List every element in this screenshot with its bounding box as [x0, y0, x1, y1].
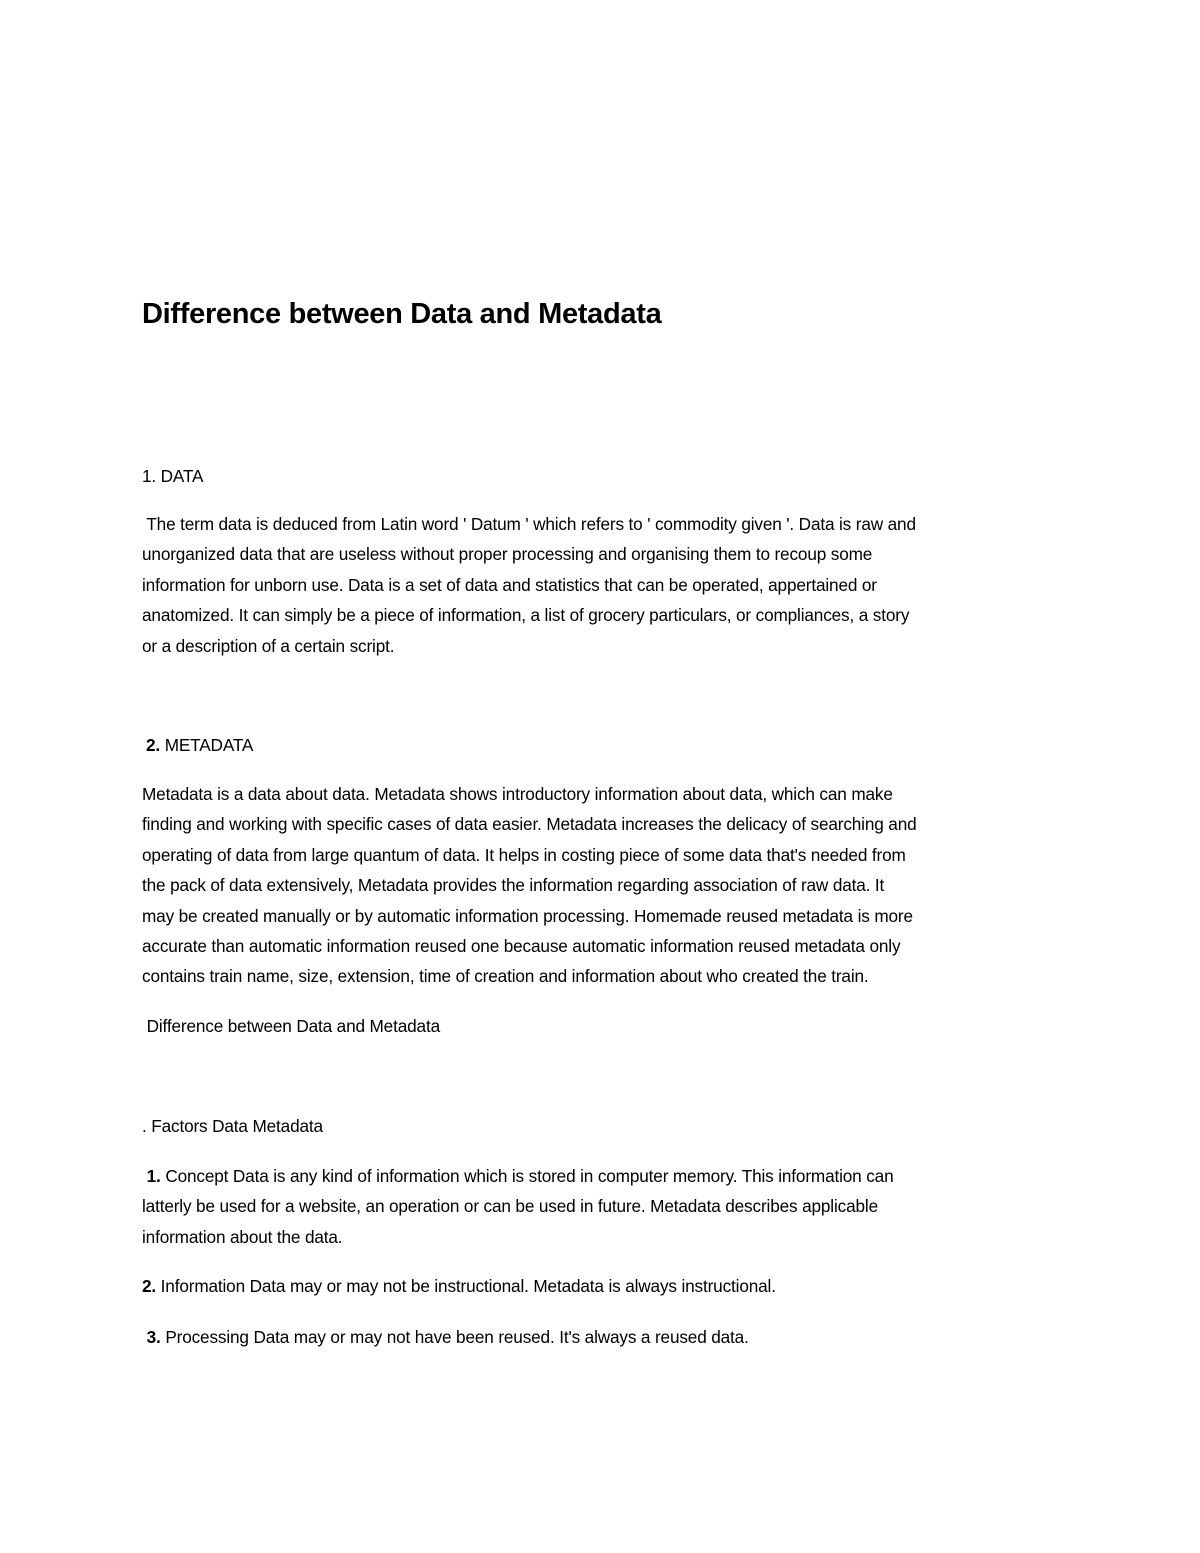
paragraph-line: information for unborn use. Data is a set of data and statistics that can be operated, appertained or [142, 574, 877, 595]
section-metadata-paragraph [142, 779, 1062, 992]
page-title: Difference between Data and Metadata [142, 298, 662, 330]
paragraph-line [142, 1271, 1062, 1301]
paragraph-line: Metadata is a data about data. Metadata shows introductory information about data, which can make [142, 784, 893, 804]
paragraph-line: finding and working with specific cases of data easier. Metadata increases the delicacy of searching and [142, 814, 917, 835]
factor-text: Concept Data is any kind of information which is stored in computer memory. This information can [160, 1166, 894, 1186]
paragraph-line: information about the data. [142, 1226, 343, 1247]
paragraph-line [142, 1322, 1062, 1352]
paragraph-line: latterly be used for a website, an operation or can be used in future. Metadata describes applicable [142, 1196, 878, 1217]
paragraph-line: may be created manually or by automatic information processing. Homemade reused metadata is more [142, 905, 913, 926]
paragraph-line: operating of data from large quantum of data. It helps in costing piece of some data that's needed from [142, 844, 906, 865]
paragraph-line: unorganized data that are useless without proper processing and organising them to recoup some [142, 544, 873, 565]
factor-number: 2. [142, 1276, 157, 1296]
paragraph-line: contains train name, size, extension, time of creation and information about who created the train. [142, 966, 869, 987]
paragraph-line: accurate than automatic information reused one because automatic information reused metadata only [142, 936, 901, 957]
factor-information [142, 1271, 1062, 1301]
paragraph-line [142, 1161, 1062, 1191]
section-data-heading: 1. DATA [142, 466, 204, 486]
section-number: 2. [146, 735, 161, 755]
factor-processing [142, 1322, 1062, 1352]
factor-concept [142, 1161, 1062, 1252]
section-heading-text: METADATA [164, 735, 254, 755]
paragraph-line: or a description of a certain script. [142, 635, 395, 656]
section-metadata-heading [146, 730, 1066, 760]
paragraph-line: The term data is deduced from Latin word ' Datum ' which refers to ' commodity given '. Data is raw and [142, 514, 916, 534]
factor-number: 1. [146, 1166, 161, 1186]
factor-text: Information Data may or may not be instructional. Metadata is always instructional. [156, 1276, 776, 1296]
factor-text: Processing Data may or may not have been reused. It's always a reused data. [160, 1327, 749, 1347]
factor-number: 3. [146, 1327, 161, 1347]
paragraph-line: the pack of data extensively, Metadata provides the information regarding association of raw data. It [142, 875, 885, 896]
section-data-paragraph [142, 509, 1062, 661]
difference-heading: Difference between Data and Metadata [142, 1016, 440, 1036]
paragraph-line: anatomized. It can simply be a piece of information, a list of grocery particulars, or compliances, a story [142, 605, 910, 626]
factors-heading: . Factors Data Metadata [142, 1116, 323, 1136]
